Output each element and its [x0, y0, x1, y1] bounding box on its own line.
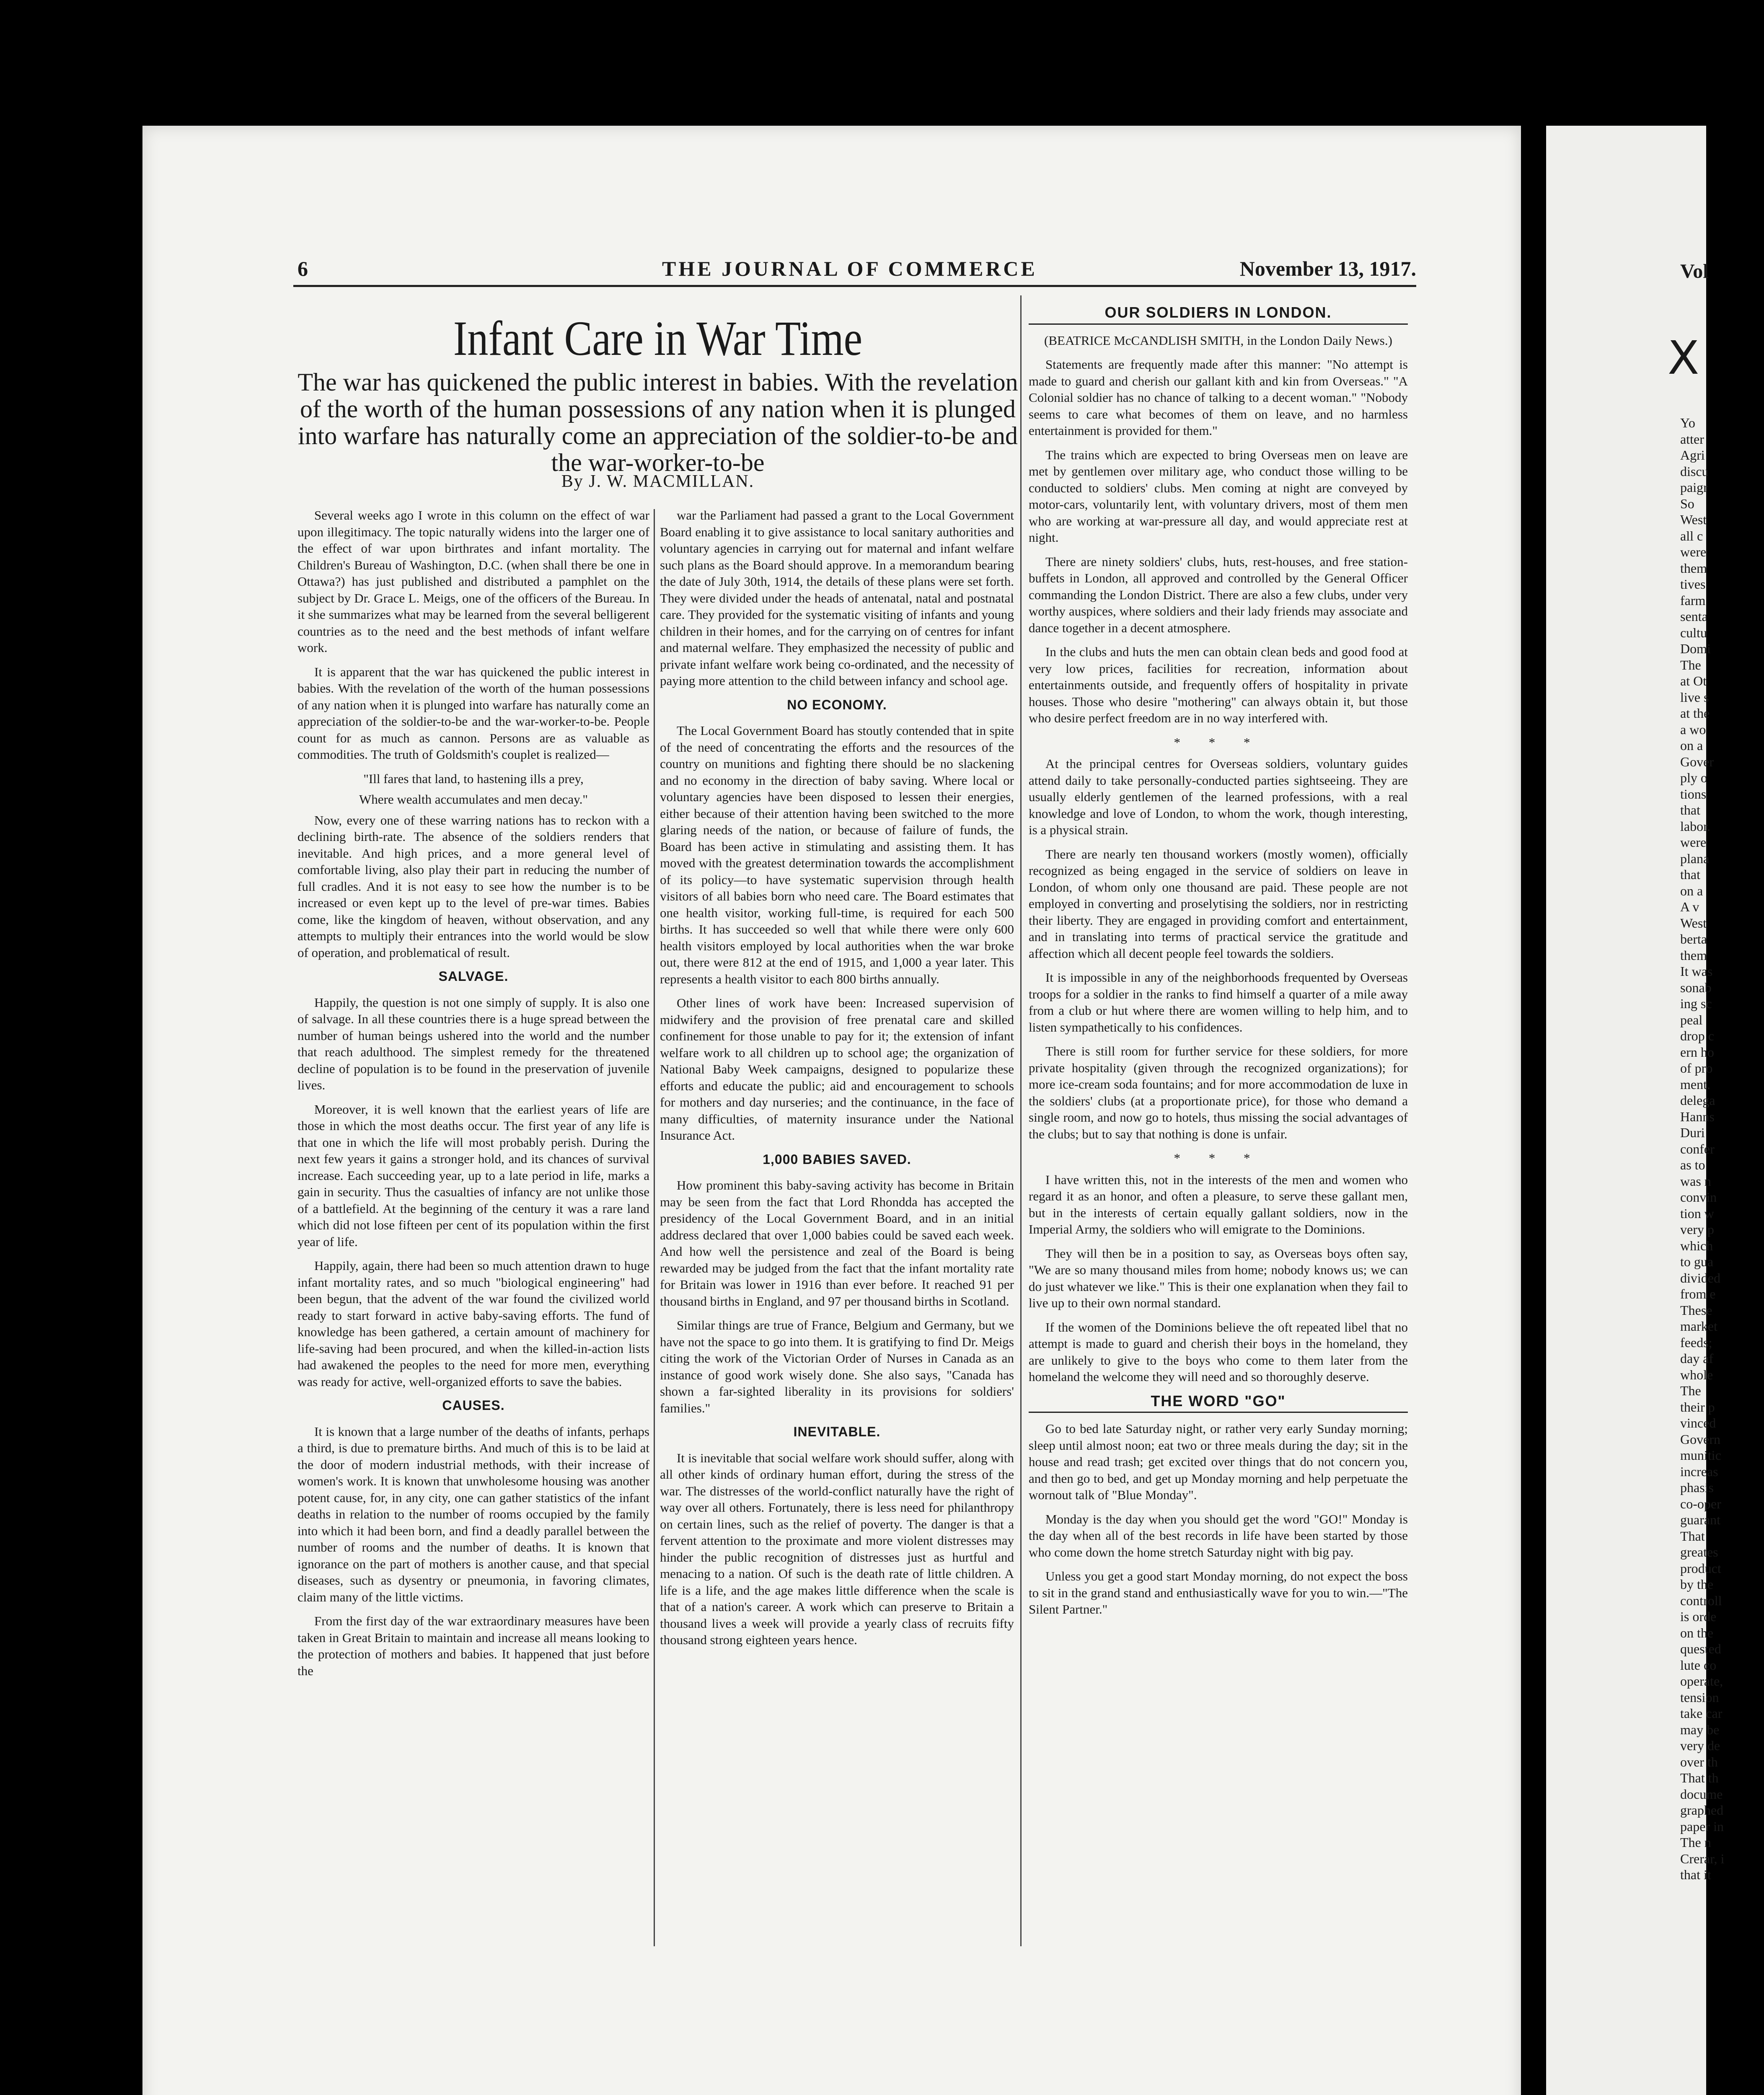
- adjacent-page-line: West: [1680, 915, 1707, 931]
- adjacent-page-line: convin: [1680, 1190, 1717, 1205]
- paragraph: There are ninety soldiers' clubs, huts, rest-houses, and free station-buffets in London, all approved and controlled by the General Officer commanding the London District. There are also a few clubs, under very worthy auspices, where soldiers and their lady friends may associate and dance together in a decent atmosphere.: [1029, 554, 1408, 635]
- adjacent-page-line: senta: [1680, 609, 1708, 624]
- adjacent-page-line: them: [1680, 560, 1707, 576]
- paragraph: Moreover, it is well known that the earliest years of life are those in which the most deaths occur. The first year of any life is that one in which the life will most probably perish. During the next few years it gains a stronger hold, and its chances of survival increase. Each succeeding year, up to a late period in life, marks a gain in security. Thus the casualties of infancy are not unlike those of a battlefield. At the beginning of the century it was a rare land which did not lose fifteen per cent of its population within the first year of life.: [297, 1102, 649, 1249]
- adjacent-page-line: on the: [1680, 1625, 1714, 1640]
- paragraph: They will then be in a position to say, as Overseas boys often say, "We are so many thousand miles from home; nobody knows us; we can do just whatever we like." This is their one explanation when they fail to live up to their own normal standard.: [1029, 1246, 1408, 1310]
- adjacent-page-line: ment.: [1680, 1076, 1710, 1092]
- paragraph: The Local Government Board has stoutly contended that in spite of the need of concentrating the efforts and the resources of the country on munitions and fighting there should be no slackening and no economy in the direction of baby saving. Where local or voluntary agencies have been disposed to lessen their energies, either because of their attention having been switched to the more glaring needs of the nation, or because of failure of funds, the Board has been active in stimulating and assisting them. It has moved with the greatest determination towards the accomplishment of its policy—to have systematic supervision through health visitors of all babies born who need care. The Board estimates that one health visitor, working full-time, is required for each 500 births. It has succeeded so well that while there were only 600 health visitors employed by local authorities when the war broke out, there were 812 at the end of 1915, and 1,000 a year later. This represents a health visitor to each 800 births annually.: [660, 723, 1014, 986]
- page-number: 6: [297, 257, 308, 280]
- adjacent-page-line: It was: [1680, 964, 1713, 979]
- paragraph: I have written this, not in the interests of the men and women who regard it as an honor, and often a pleasure, to serve these gallant men, but in the interests of certain equally gallant soldiers, now in the Imperial Army, the soldiers who will emigrate to the Dominions.: [1029, 1172, 1408, 1236]
- adjacent-page-line: very p: [1680, 1222, 1714, 1237]
- section-divider: * * *: [1174, 1151, 1263, 1165]
- paragraph: Happily, again, there had been so much attention drawn to huge infant mortality rates, and so much "biological engineering" had been begun, that the advent of the war found the civilized world ready to start forward in active baby-saving efforts. The fund of knowledge has been gathered, a certain amount of machinery for life-saving had been procured, and when the killed-in-action lists had awakened the peoples to the need for more men, everything was ready for active, well-organized efforts to save the babies.: [297, 1258, 649, 1389]
- adjacent-page-edge: [1546, 126, 1725, 2095]
- adjacent-page-line: delega: [1680, 1093, 1715, 1108]
- paragraph: Other lines of work have been: Increased supervision of midwifery and the provision of free prenatal care and skilled confinement for those unable to pay for it; the extension of infant welfare work to all children up to school age; the organization of National Baby Week campaigns, designed to popularize these efforts and educate the public; aid and encouragement to schools for mothers and day nurseries; and the continuance, in the face of many difficulties, of maternity insurance under the National Insurance Act.: [660, 996, 1014, 1143]
- adjacent-page-line: The: [1680, 1383, 1701, 1398]
- adjacent-page-line: increas: [1680, 1464, 1718, 1479]
- adjacent-page-line: controll: [1680, 1593, 1722, 1608]
- paragraph: If the women of the Dominions believe the oft repeated libel that no attempt is made to guard and cherish their boys in the homeland, they are unlikely to give to the boys who come to them later from the homeland the welcome they will need and so thoroughly deserve.: [1029, 1319, 1408, 1384]
- adjacent-page-line: from e: [1680, 1286, 1716, 1301]
- adjacent-page-line: that it: [1680, 1867, 1711, 1882]
- paragraph: Monday is the day when you should get the word "GO!" Monday is the day when all of the best records in life have been started by those who come down the home stretch Saturday night with big pay.: [1029, 1511, 1408, 1560]
- adjacent-page-line: quested: [1680, 1641, 1721, 1656]
- adjacent-page-line: plana: [1680, 851, 1710, 866]
- adjacent-page-line: tives: [1680, 577, 1706, 592]
- paragraph: Several weeks ago I wrote in this column on the effect of war upon illegitimacy. The topic naturally widens into the larger one of the effect of war upon birthrates and infant mortality. The Children's Bureau of Washington, D.C. (when shall there be one in Ottawa?) has just published and distributed a pamphlet on the subject by Dr. Grace L. Meigs, one of the officers of the Bureau. In it she summarizes what may be learned from the several belligerent countries as to the need and the best methods of infant welfare work.: [297, 508, 649, 655]
- adjacent-page-line: of pro: [1680, 1060, 1713, 1076]
- adjacent-page-line: Domi: [1680, 641, 1711, 656]
- adjacent-page-line: is orde: [1680, 1609, 1717, 1624]
- article-column-1: [297, 507, 649, 1686]
- article-byline: By J. W. MACMILLAN.: [561, 472, 755, 491]
- adjacent-page-line: whole: [1680, 1367, 1713, 1382]
- header-rule: [293, 285, 1416, 287]
- adjacent-page-line: tion w: [1680, 1205, 1714, 1221]
- adjacent-page-line: ern ho: [1680, 1044, 1714, 1060]
- paragraph: war the Parliament had passed a grant to the Local Government Board enabling it to give assistance to local sanitary authorities and voluntary agencies in carrying out for maternal and infant welfare such plans as the Board should approve. In a memorandum bearing the date of July 30th, 1914, the details of these plans were set forth. They were divided under the heads of antenatal, natal and postnatal care. They provided for the systematic visiting of infants and young children in their homes, and for the carrying on of centres for infant and maternal welfare. They emphasized the necessity of public and private infant welfare work being co-ordinated, and the necessity of paying more attention to the child between infancy and school age.: [660, 508, 1014, 688]
- paragraph: Similar things are true of France, Belgium and Germany, but we have not the space to go into them. It is gratifying to find Dr. Meigs citing the work of the Victorian Order of Nurses in Canada as an instance of good work wisely done. She also says, "Canada has shown a far-sighted liberality in its provisions for soldiers' families.": [660, 1318, 1014, 1415]
- adjacent-page-line: a wo: [1680, 722, 1706, 737]
- article-column-3: [1029, 302, 1408, 1625]
- adjacent-page-line: West: [1680, 512, 1707, 527]
- section-heading: CAUSES.: [442, 1398, 505, 1413]
- adjacent-page-line: drop c: [1680, 1028, 1714, 1043]
- column-rule-1: [654, 509, 655, 1946]
- paragraph: There is still room for further service for these soldiers, for more private hospitality (given through the recognized organizations); for more ice-cream soda fountains; and for more accommodation de luxe in the soldiers' clubs (at a proportionate price), for those who demand a single room, and now go to hotels, thus missing the social advantages of the clubs; but to say that nothing is done is unfair.: [1029, 1044, 1408, 1141]
- adjacent-page-line: at the: [1680, 706, 1710, 721]
- adjacent-page-line: These: [1680, 1302, 1712, 1318]
- paragraph: Go to bed late Saturday night, or rather very early Sunday morning; sleep until almost noon; eat two or three meals during the day; sit in the house and read trash; get excited over things that do not concern you, and then go to bed, and get up Monday morning and help perpetuate the wornout talk of "Blue Monday".: [1029, 1421, 1408, 1502]
- adjacent-page-line: that: [1680, 867, 1700, 882]
- adjacent-page-line: confer: [1680, 1141, 1715, 1156]
- adjacent-page-handwritten-mark: X: [1668, 331, 1699, 385]
- adjacent-page-line: that: [1680, 802, 1700, 817]
- adjacent-page-line: Yo: [1680, 415, 1695, 430]
- adjacent-page-line: A v: [1680, 899, 1699, 914]
- adjacent-page-line: were: [1680, 544, 1707, 559]
- adjacent-page-line: atter: [1680, 431, 1704, 447]
- adjacent-page-line: may be: [1680, 1722, 1720, 1737]
- adjacent-page-line: Govern: [1680, 1431, 1720, 1447]
- adjacent-page-line: product: [1680, 1560, 1721, 1576]
- running-head: [297, 256, 1416, 282]
- adjacent-page-line: them: [1680, 947, 1707, 963]
- adjacent-page-line: over th: [1680, 1754, 1718, 1769]
- adjacent-page-line: So: [1680, 496, 1694, 511]
- adjacent-page-line: were: [1680, 835, 1707, 850]
- adjacent-page-line: on a: [1680, 738, 1703, 753]
- paragraph: It is inevitable that social welfare work should suffer, along with all other kinds of ordinary human effort, during the stress of the war. The distresses of the world-conflict naturally have the right of way over all others. Fortunately, there is less need for philanthropy on certain lines, such as the relief of poverty. The danger is that a fervent attention to the proximate and more violent distresses may hinder the public recognition of distresses just as hurtful and menacing to a nation. Of such is the death rate of little children. A life is a life, and the age makes little difference when the scale is that of a nation's career. A work which can preserve to Britain a thousand lives a week will provide a yearly class of recruits fifty thousand strong eighteen years hence.: [660, 1450, 1014, 1647]
- paragraph: Statements are frequently made after this manner: "No attempt is made to guard and cherish our gallant kith and kin from Overseas." "A Colonial soldier has no chance of talking to a decent woman." "Nobody seems to care what becomes of them on leave, and no harmless entertainment is provided for them.": [1029, 357, 1408, 438]
- adjacent-page-line: The n: [1680, 1835, 1711, 1850]
- column-rule-2: [1020, 295, 1022, 1946]
- adjacent-page-text-fragments: [1680, 415, 1764, 1883]
- adjacent-page-line: to gua: [1680, 1254, 1714, 1269]
- adjacent-page-line: all c: [1680, 528, 1703, 543]
- paragraph: In the clubs and huts the men can obtain clean beds and good food at very low prices, facilities for recreation, information about entertainments outside, and frequently offers of hospitality in private houses. Those who desire "mothering" can always obtain it, but those who desire perfect freedom are in no way interfered with.: [1029, 644, 1408, 725]
- adjacent-page-line: berta: [1680, 931, 1707, 947]
- adjacent-page-line: feeds;: [1680, 1335, 1712, 1350]
- adjacent-page-line: was n: [1680, 1173, 1711, 1189]
- adjacent-page-line: their p: [1680, 1399, 1715, 1415]
- paragraph: Now, every one of these warring nations has to reckon with a declining birth-rate. The absence of the soldiers renders that inevitable. And high prices, and a more general level of comfortable living, also play their part in reducing the number of full cradles. And it is not easy to see how the number is to be increased or even kept up to the level of pre-war times. Babies come, like the kingdom of heaven, without observation, and any attempts to multiply their entrances into the world would be slow of operation, and problematical of result.: [297, 812, 649, 960]
- paragraph: The trains which are expected to bring Overseas men on leave are met by gentlemen over military age, who conduct those willing to be conducted to soldiers' clubs. Men coming at night are conveyed by motor-cars, voluntarily lent, with voluntary drivers, most of them men who are working at war-pressure all day, and would appreciate rest at night.: [1029, 447, 1408, 545]
- section-heading: 1,000 BABIES SAVED.: [763, 1151, 911, 1167]
- adjacent-page-line: day af: [1680, 1351, 1714, 1366]
- adjacent-page-line: operate,: [1680, 1673, 1723, 1689]
- section-heading: NO ECONOMY.: [787, 697, 887, 712]
- go-article-title: THE WORD "GO": [1029, 1393, 1408, 1413]
- adjacent-page-line: ply o: [1680, 770, 1707, 785]
- adjacent-page-line: farm: [1680, 592, 1706, 608]
- paragraph: Unless you get a good start Monday morning, do not expect the boss to sit in the grand stand and enthusiastically wave for you to win.—"The Silent Partner.": [1029, 1569, 1408, 1617]
- article-subtitle: The war has quickened the public interest in babies. With the revelation of the worth of the human possessions of any nation when it is plunged into warfare has naturally come an appreciation of the soldier-to-be and the war-worker-to-be: [297, 368, 1018, 476]
- paragraph: From the first day of the war extraordinary measures have been taken in Great Britain to maintain and increase all means looking to the protection of mothers and babies. It happened that just before the: [297, 1614, 649, 1678]
- adjacent-page-line: Hanns: [1680, 1109, 1715, 1124]
- adjacent-page-line: cultu: [1680, 625, 1707, 640]
- adjacent-page-line: Agri: [1680, 447, 1705, 463]
- adjacent-page-line: greates: [1680, 1544, 1718, 1560]
- section-heading: SALVAGE.: [438, 969, 509, 984]
- adjacent-page-line: Gover: [1680, 754, 1714, 769]
- paragraph: There are nearly ten thousand workers (mostly women), officially recognized as being engaged in the service of soldiers on leave in London, of whom only one thousand are paid. These people are not employed in converting and proselytising the soldiers, nor in restricting their liberty. They are engaged in providing comfort and entertainment, and in translating into terms of practical service the gratitude and affection which all decent people feel towards the soldiers.: [1029, 846, 1408, 961]
- adjacent-page-line: co-oper: [1680, 1496, 1721, 1511]
- adjacent-page-header: Vol: [1680, 260, 1709, 282]
- verse-line: Where wealth accumulates and men decay.": [359, 792, 588, 807]
- verse-line: "Ill fares that land, to hastening ills a prey,: [363, 771, 584, 786]
- adjacent-page-line: That th: [1680, 1770, 1719, 1785]
- adjacent-page-line: munitic: [1680, 1448, 1721, 1463]
- adjacent-page-line: on a: [1680, 883, 1703, 898]
- adjacent-page-line: which: [1680, 1238, 1713, 1253]
- adjacent-page-line: very de: [1680, 1738, 1720, 1753]
- adjacent-page-line: The: [1680, 657, 1701, 672]
- adjacent-page-line: tension: [1680, 1689, 1719, 1705]
- adjacent-page-line: divided: [1680, 1270, 1720, 1285]
- adjacent-page-line: take car: [1680, 1706, 1723, 1721]
- journal-title: THE JOURNAL OF COMMERCE: [662, 257, 1037, 280]
- adjacent-page-line: discu: [1680, 463, 1709, 479]
- adjacent-page-line: peal: [1680, 1012, 1703, 1027]
- paragraph: At the principal centres for Overseas soldiers, voluntary guides attend daily to take personally-conducted parties sightseeing. They are usually elderly gentlemen of the learned professions, with a real knowledge and love of London, to whom the work, though interesting, is a physical strain.: [1029, 756, 1408, 837]
- adjacent-page-line: graphed: [1680, 1803, 1724, 1818]
- adjacent-page-line: Crerar, i: [1680, 1851, 1725, 1866]
- soldiers-article-title: OUR SOLDIERS IN LONDON.: [1029, 304, 1408, 325]
- section-divider: * * *: [1174, 735, 1263, 750]
- adjacent-page-line: market: [1680, 1319, 1717, 1334]
- article-title: Infant Care in War Time: [453, 311, 863, 366]
- adjacent-page-line: as to: [1680, 1157, 1705, 1172]
- paragraph: Happily, the question is not one simply of supply. It is also one of salvage. In all these countries there is a huge spread between the number of human beings ushered into the world and the number that reach adulthood. The simplest remedy for the threatened decline of population is to be found in the preservation of juvenile lives.: [297, 995, 649, 1092]
- adjacent-page-line: That: [1680, 1528, 1705, 1544]
- adjacent-page-line: by the: [1680, 1577, 1714, 1592]
- issue-date: November 13, 1917.: [1239, 257, 1416, 280]
- adjacent-page-line: docume: [1680, 1786, 1723, 1802]
- adjacent-page-line: lute co: [1680, 1657, 1717, 1673]
- section-heading: INEVITABLE.: [793, 1424, 881, 1439]
- adjacent-page-line: guarant: [1680, 1512, 1720, 1527]
- adjacent-page-line: vinced: [1680, 1415, 1716, 1430]
- adjacent-page-line: live s: [1680, 689, 1709, 705]
- adjacent-page-line: tions: [1680, 786, 1707, 802]
- paragraph: It is apparent that the war has quickened the public interest in babies. With the revelation of the worth of the human possessions of any nation when it is plunged into warfare has naturally come an appreciation of the soldier-to-be and the war-worker-to-be. People count for as much as cannon. Persons are as valuable as commodities. The truth of Goldsmith's couplet is realized—: [297, 664, 649, 762]
- adjacent-page-line: Duri: [1680, 1125, 1705, 1140]
- adjacent-page-line: paper in: [1680, 1818, 1724, 1834]
- paragraph: It is impossible in any of the neighborhoods frequented by Overseas troops for a soldier in the ranks to find himself a quarter of a mile away from a club or hut where there are women willing to help him, and to listen sympathetically to his confidences.: [1029, 970, 1408, 1035]
- adjacent-page-line: paigr: [1680, 480, 1708, 495]
- adjacent-page-line: sonab: [1680, 980, 1712, 995]
- article-column-2: [660, 507, 1014, 1656]
- adjacent-page-line: at Ot: [1680, 673, 1707, 688]
- adjacent-page-line: phasis: [1680, 1480, 1714, 1495]
- paragraph: How prominent this baby-saving activity has become in Britain may be seen from the fact that Lord Rhondda has accepted the presidency of the Local Government Board, and in an initial address declared that over 1,000 babies could be saved each week. And how well the persistence and zeal of the Board is being rewarded may be judged from the fact that the infant mortality rate for Britain was lower in 1916 than ever before. It reached 91 per thousand births in England, and 97 per thousand births in Scotland.: [660, 1178, 1014, 1309]
- paragraph: It is known that a large number of the deaths of infants, perhaps a third, is due to premature births. And much of this is to be laid at the door of modern industrial methods, with their increase of women's work. It is known that unwholesome housing was another potent cause, for, in any city, one can gather statistics of the infant deaths in relation to the number of rooms occupied by the family into which it had been born, and find a deadly parallel between the number of rooms and the number of deaths. It is known that ignorance on the part of mothers is another cause, and that special diseases, such as dysentry or pneumonia, in favoring climates, claim many of the little victims.: [297, 1424, 649, 1604]
- soldiers-article-attribution: (BEATRICE McCANDLISH SMITH, in the London Daily News.): [1044, 333, 1392, 348]
- adjacent-page-line: ing sc: [1680, 996, 1712, 1011]
- adjacent-page-line: labor.: [1680, 818, 1710, 834]
